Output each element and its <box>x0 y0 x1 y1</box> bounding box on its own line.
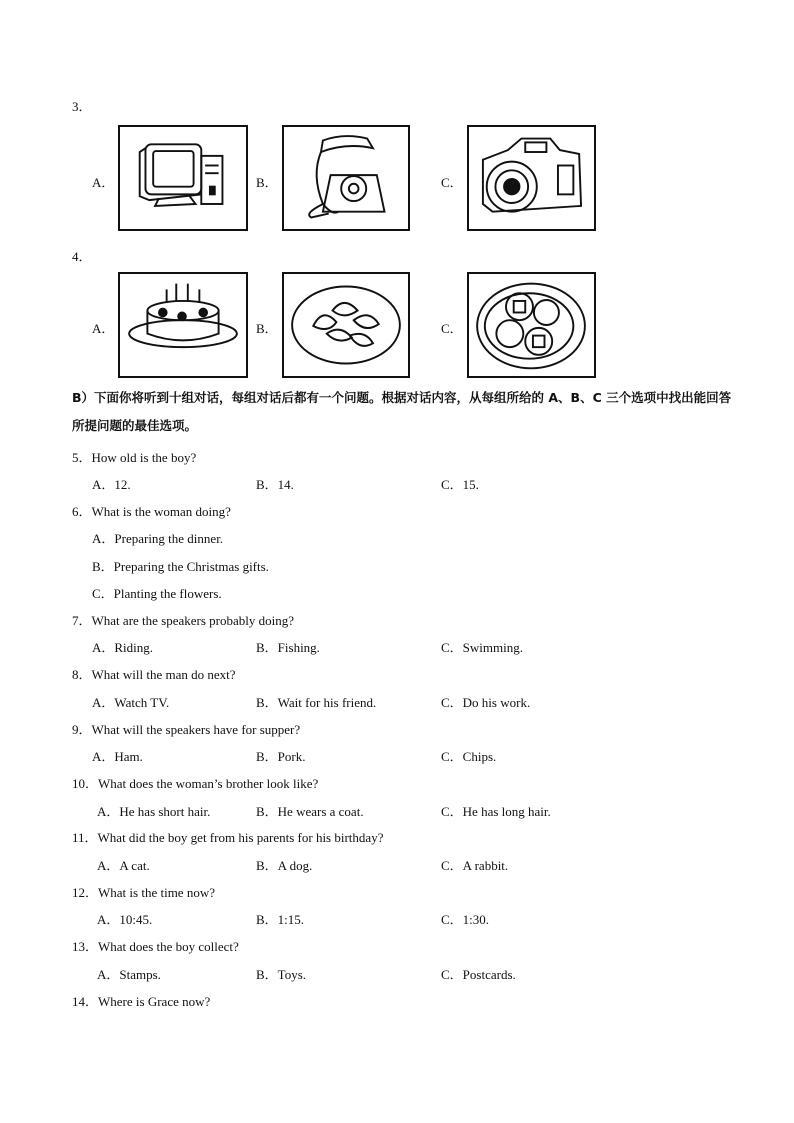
question-number: 14． <box>72 994 99 1009</box>
answer-option[interactable]: B．A dog. <box>256 858 313 873</box>
question-stem <box>72 447 196 466</box>
answer-option[interactable]: C．1:30. <box>441 912 490 927</box>
question-text: What does the woman’s brother look like? <box>98 776 319 791</box>
answer-option[interactable]: B．Fishing. <box>256 640 320 655</box>
answer-option[interactable]: A．A cat. <box>97 858 150 873</box>
question-text: How old is the boy? <box>91 450 197 465</box>
question-text: What is the woman doing? <box>91 504 231 519</box>
question-stem <box>72 827 383 846</box>
question-text: What are the speakers probably doing? <box>91 613 295 628</box>
question-text: What did the boy get from his parents for his birthday? <box>97 830 384 845</box>
answer-option[interactable]: B．Toys. <box>256 967 307 982</box>
question-number: 6． <box>72 504 92 519</box>
computer-icon[interactable] <box>118 125 248 231</box>
question-stem <box>72 719 300 738</box>
question-number: 11． <box>72 830 98 845</box>
question-stem <box>72 991 210 1010</box>
answer-option[interactable]: C．Chips. <box>441 749 497 764</box>
question-stem <box>72 501 231 520</box>
answer-option[interactable]: B．Preparing the Christmas gifts. <box>92 559 269 574</box>
answer-option[interactable]: A．Riding. <box>92 640 154 655</box>
question-number: 5． <box>72 450 92 465</box>
answer-option[interactable]: A．Ham. <box>92 749 143 764</box>
camera-icon[interactable] <box>467 125 596 231</box>
question-text: What will the man do next? <box>91 667 236 682</box>
option-letter: A． <box>92 321 115 336</box>
question-stem <box>72 936 239 955</box>
answer-option[interactable]: A．Stamps. <box>97 967 161 982</box>
answer-option[interactable]: C．Planting the flowers. <box>92 586 222 601</box>
answer-option[interactable]: B．14. <box>256 477 294 492</box>
option-letter: B． <box>256 175 278 190</box>
option-letter: A． <box>92 175 115 190</box>
answer-option[interactable]: B．Wait for his friend. <box>256 695 377 710</box>
answer-option[interactable]: B．1:15. <box>256 912 305 927</box>
question-number: 13． <box>72 939 99 954</box>
question-text: Where is Grace now? <box>98 994 211 1009</box>
question-number: 12． <box>72 885 99 900</box>
question-number: 3． <box>72 99 92 114</box>
answer-option[interactable]: B．He wears a coat. <box>256 804 364 819</box>
answer-option[interactable]: C．15. <box>441 477 479 492</box>
question-number: 10． <box>72 776 99 791</box>
question-stem <box>72 773 318 792</box>
birthday-cake-icon[interactable] <box>118 272 248 378</box>
question-number: 9． <box>72 722 92 737</box>
question-stem <box>72 610 294 629</box>
dumplings-icon[interactable] <box>282 272 410 378</box>
answer-option[interactable]: A．10:45. <box>97 912 153 927</box>
section-b-instruction: B）下面你将听到十组对话，每组对话后都有一个问题。根据对话内容，从每组所给的 A、B、C 三个选项中找出能回答所提问题的最佳选项。 <box>72 390 732 433</box>
question-text: What is the time now? <box>98 885 215 900</box>
answer-option[interactable]: C．A rabbit. <box>441 858 509 873</box>
answer-option[interactable]: C．Do his work. <box>441 695 531 710</box>
option-letter: C． <box>441 321 463 336</box>
question-stem <box>72 882 215 901</box>
option-letter: B． <box>256 321 278 336</box>
question-text: What does the boy collect? <box>98 939 239 954</box>
option-letter: C． <box>441 175 463 190</box>
question-text: What will the speakers have for supper? <box>91 722 301 737</box>
answer-option[interactable]: A．12. <box>92 477 131 492</box>
question-stem <box>72 664 236 683</box>
answer-option[interactable]: A．Preparing the dinner. <box>92 531 224 546</box>
answer-option[interactable]: C．Swimming. <box>441 640 523 655</box>
telephone-icon[interactable] <box>282 125 410 231</box>
answer-option[interactable]: C．He has long hair. <box>441 804 551 819</box>
question-number: 4． <box>72 249 92 264</box>
answer-option[interactable]: A．He has short hair. <box>97 804 211 819</box>
question-number: 8． <box>72 667 92 682</box>
answer-option[interactable]: C．Postcards. <box>441 967 516 982</box>
mooncakes-icon[interactable] <box>467 272 596 378</box>
question-number: 7． <box>72 613 92 628</box>
answer-option[interactable]: A．Watch TV. <box>92 695 170 710</box>
answer-option[interactable]: B．Pork. <box>256 749 306 764</box>
